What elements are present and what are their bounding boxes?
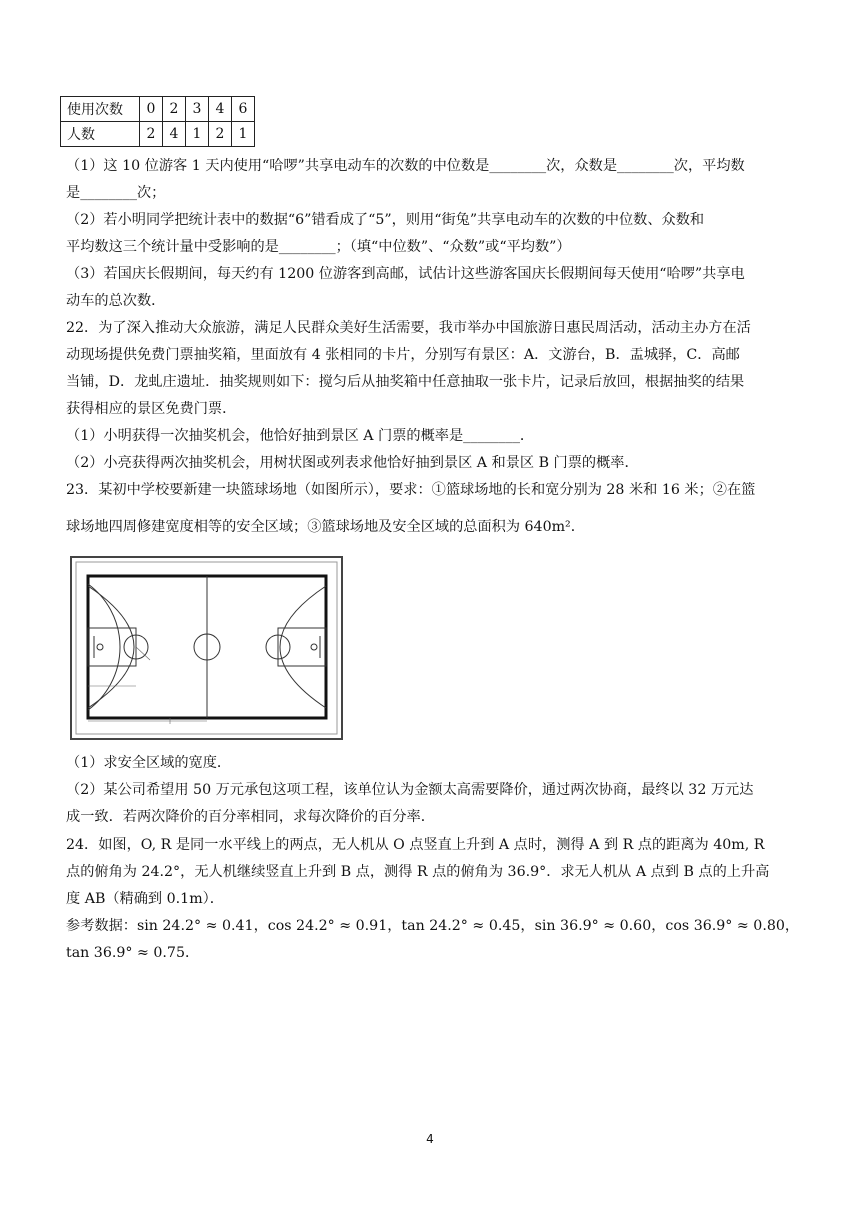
text-line: （2）某公司希望用 50 万元承包这项工程，该单位认为金额太高需要降价，通过两次协商，最终以 32 万元达	[66, 782, 754, 798]
text-line: 当铺，D．龙虬庄遗址．抽奖规则如下：搅匀后从抽奖箱中任意抽取一张卡片，记录后放回，根据抽奖的结果	[66, 374, 745, 390]
table-row	[61, 97, 255, 122]
table-cell: 6	[232, 97, 255, 122]
text-line: 点的俯角为 24.2°，无人机继续竖直上升到 B 点，测得 R 点的俯角为 36.9°．求无人机从 A 点到 B 点的上升高	[66, 864, 770, 880]
text-line: 球场地四周修建宽度相等的安全区域；③篮球场地及安全区域的总面积为 640m²．	[66, 519, 585, 535]
table-row	[61, 122, 255, 147]
text-line: （1）小明获得一次抽奖机会，他恰好抽到景区 A 门票的概率是________．	[66, 428, 535, 444]
table-header-cell: 使用次数	[61, 97, 140, 122]
page-number: 4	[426, 1132, 434, 1146]
text-line: 成一致．若两次降价的百分率相同，求每次降价的百分率．	[66, 809, 435, 825]
table-cell: 1	[186, 122, 209, 147]
text-line: 平均数这三个统计量中受影响的是________；（填“中位数”、“众数”或“平均数”）	[66, 239, 571, 255]
usage-stats-table	[60, 96, 255, 147]
table-cell: 4	[163, 122, 186, 147]
text-line: （3）若国庆长假期间，每天约有 1200 位游客到高邮，试估计这些游客国庆长假期间每天使用“哈啰”共享电	[66, 266, 745, 282]
text-line: 是________次；	[66, 185, 166, 201]
table-cell: 2	[209, 122, 232, 147]
text-line: （1）求安全区域的宽度．	[66, 755, 232, 771]
text-line: （2）若小明同学把统计表中的数据“6”错看成了“5”，则用“街兔”共享电动车的次数的中位数、众数和	[66, 212, 705, 228]
table-cell: 2	[140, 122, 163, 147]
text-line: 动车的总次数．	[66, 293, 166, 309]
table-cell: 0	[140, 97, 163, 122]
reference-data-line: 参考数据：sin 24.2° ≈ 0.41，cos 24.2° ≈ 0.91，tan 24.2° ≈ 0.45，sin 36.9° ≈ 0.60，cos 36.9° ≈ 0.80，	[66, 918, 800, 934]
question-24-line: 24．如图，O, R 是同一水平线上的两点，无人机从 O 点竖直上升到 A 点时，测得 A 到 R 点的距离为 40m, R	[66, 837, 765, 853]
question-23-line: 23．某初中学校要新建一块篮球场地（如图所示），要求：①篮球场地的长和宽分别为 28 米和 16 米；②在篮	[66, 482, 756, 498]
text-line: （2）小亮获得两次抽奖机会，用树状图或列表求他恰好抽到景区 A 和景区 B 门票的概率．	[66, 455, 639, 471]
text-line: 动现场提供免费门票抽奖箱，里面放有 4 张相同的卡片，分别写有景区：A．文游台，B．盂城驿，C．高邮	[66, 347, 740, 363]
table-cell: 3	[186, 97, 209, 122]
table-cell: 4	[209, 97, 232, 122]
table-header-cell: 人数	[61, 122, 140, 147]
table-cell: 1	[232, 122, 255, 147]
question-22-line: 22．为了深入推动大众旅游，满足人民群众美好生活需要，我市举办中国旅游日惠民周活动，活动主办方在活	[66, 320, 751, 336]
text-line: 度 AB（精确到 0.1m）．	[66, 891, 224, 907]
text-line: 获得相应的景区免费门票．	[66, 401, 237, 417]
text-line: （1）这 10 位游客 1 天内使用“哈啰”共享电动车的次数的中位数是________次，众数是________次，平均数	[66, 158, 745, 174]
table-cell: 2	[163, 97, 186, 122]
basketball-court-figure	[70, 556, 343, 740]
reference-data-line: tan 36.9° ≈ 0.75．	[66, 945, 200, 961]
